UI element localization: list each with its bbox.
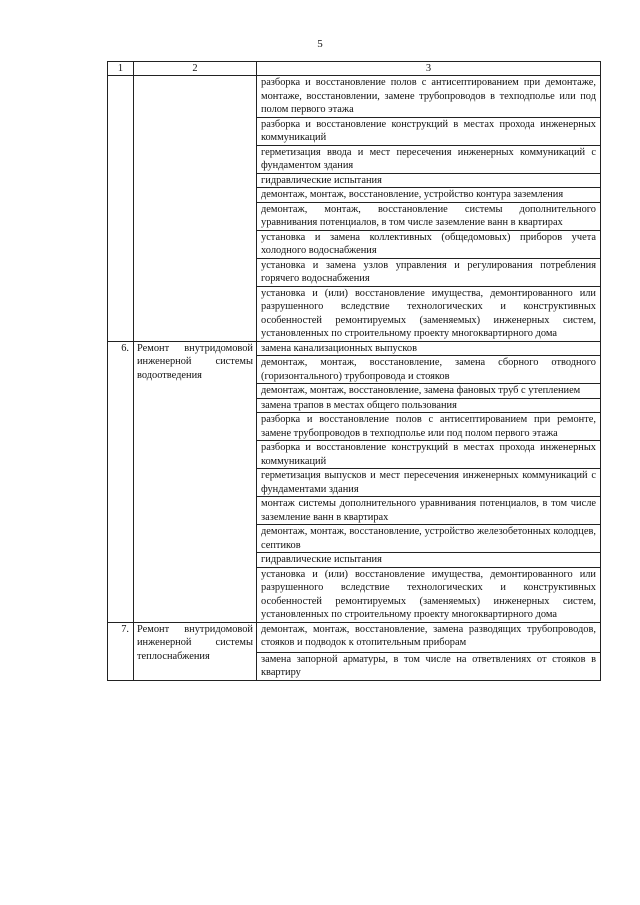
- work-item: установка и (или) восстановление имущества, демонтированного или разрушенного вследствие технологических и конструктивных особенностей ремонтируемых (заменяемых) инженерных систем, установленных по строительному проекту многоквартирного дома: [261, 287, 596, 339]
- work-item: разборка и восстановление конструкций в местах прохода инженерных коммуникаций: [257, 441, 600, 469]
- row-number: 6.: [108, 341, 134, 622]
- work-item: демонтаж, монтаж, восстановление системы дополнительного уравнивания потенциалов, в том числе заземление ванн в квартирах: [257, 203, 600, 231]
- work-item: гидравлические испытания: [257, 174, 600, 189]
- table-header-row: [108, 62, 601, 76]
- works-table: [107, 61, 601, 681]
- page-number: 5: [317, 38, 323, 50]
- work-item: демонтаж, монтаж, восстановление, замена фановых труб с утеплением: [257, 384, 600, 399]
- row-name: [134, 76, 257, 342]
- table-row-section-6: [108, 341, 601, 622]
- row-number: [108, 76, 134, 342]
- work-item: демонтаж, монтаж, восстановление, замена разводящих трубопроводов, стояков и подводок к отопительным приборам: [257, 623, 600, 653]
- table-row-section-7: [108, 622, 601, 680]
- column-header-3: 3: [257, 62, 601, 76]
- row-name: Ремонт внутридомовой инженерной системы теплоснабжения: [134, 622, 257, 680]
- work-item: разборка и восстановление полов с антисептированием при ремонте, замене трубопроводов в техподполье или под полом первого этажа: [257, 413, 600, 441]
- work-item: гидравлические испытания: [257, 553, 600, 568]
- work-item: установка и замена коллективных (общедомовых) приборов учета холодного водоснабжения: [257, 231, 600, 259]
- works-cell: [257, 341, 601, 622]
- work-item: разборка и восстановление конструкций в местах прохода инженерных коммуникаций: [257, 118, 600, 146]
- work-item: демонтаж, монтаж, восстановление, устройство контура заземления: [257, 188, 600, 203]
- work-item: замена запорной арматуры, в том числе на ответвлениях от стояков в квартиру: [261, 653, 596, 678]
- column-header-1: 1: [108, 62, 134, 76]
- work-item: демонтаж, монтаж, восстановление, устройство железобетонных колодцев, септиков: [257, 525, 600, 553]
- column-header-2: 2: [134, 62, 257, 76]
- work-item: замена канализационных выпусков: [257, 342, 600, 357]
- work-item: монтаж системы дополнительного уравнивания потенциалов, в том числе заземление ванн в квартирах: [257, 497, 600, 525]
- work-item: демонтаж, монтаж, восстановление, замена сборного отводного (горизонтального) трубопровода и стояков: [257, 356, 600, 384]
- work-item: установка и замена узлов управления и регулирования потребления горячего водоснабжения: [257, 259, 600, 287]
- row-number: 7.: [108, 622, 134, 680]
- row-name: Ремонт внутридомовой инженерной системы водоотведения: [134, 341, 257, 622]
- work-item: герметизация выпусков и мест пересечения инженерных коммуникаций с фундаментами здания: [257, 469, 600, 497]
- works-cell: [257, 622, 601, 680]
- work-item: установка и (или) восстановление имущества, демонтированного или разрушенного вследствие технологических и конструктивных особенностей ремонтируемых (заменяемых) инженерных систем, установленных по строительному проекту многоквартирного дома: [261, 568, 596, 620]
- work-item: разборка и восстановление полов с антисептированием при демонтаже, монтаже, восстановлении, замене трубопроводов в техподполье или под полом первого этажа: [257, 76, 600, 118]
- work-item: герметизация ввода и мест пересечения инженерных коммуникаций с фундаментом здания: [257, 146, 600, 174]
- works-cell: [257, 76, 601, 342]
- table-row-continuation: [108, 76, 601, 342]
- work-item: замена трапов в местах общего пользования: [257, 399, 600, 414]
